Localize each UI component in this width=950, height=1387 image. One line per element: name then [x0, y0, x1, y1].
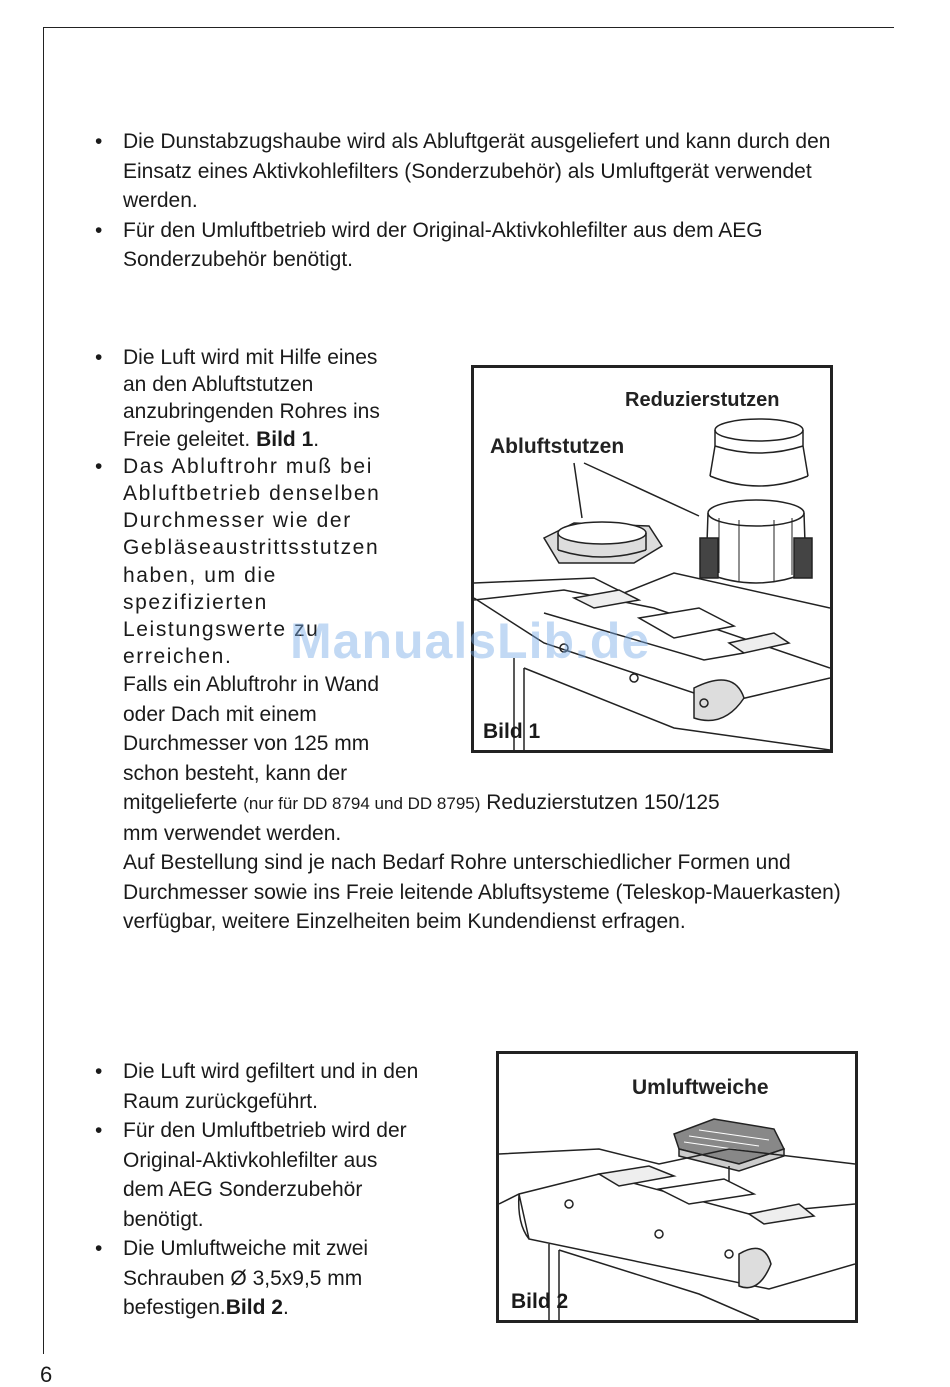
intro-section [95, 127, 863, 275]
bullet-icon: • [95, 1237, 103, 1260]
bullet-icon: • [95, 454, 103, 478]
figure-1 [471, 365, 833, 753]
umluft-item-1: • Die Luft wird gefiltert und in den Raum zurückgeführt. [123, 1057, 483, 1116]
umluft-item-2: • Für den Umluftbetrieb wird der Original-Aktivkohlefilter aus dem AEG Sonderzubehör benötigt. [123, 1116, 483, 1234]
abluft-item-1: • Die Luft wird mit Hilfe eines an den Abluftstutzen anzubringenden Rohres ins Freie geleitet. Bild 1. [95, 346, 380, 451]
page-frame-top [43, 27, 894, 28]
intro-item-2: • Für den Umluftbetrieb wird der Original-Aktivkohlefilter aus dem AEG Sonderzubehör benötigt. [123, 216, 863, 275]
figure-ref-bild2: Bild 2 [225, 1296, 283, 1319]
label-reducer: Reduzierstutzen [625, 389, 780, 411]
bullet-icon: • [95, 130, 103, 153]
bullet-icon: • [95, 218, 103, 242]
bullet-icon: • [95, 1060, 103, 1083]
figure-1-caption: Bild 1 [483, 720, 541, 743]
watermark: ManualsLib.de [290, 613, 651, 669]
abluft-paragraph-bottom: mitgelieferte (nur für DD 8794 und DD 8795) Reduzierstutzen 150/125 mm verwendet werden. Auf Bestellung sind je nach Bedarf Rohre unterschiedlicher Formen und Durchmesser sowie ins Freie leitende Abluftsysteme (Teleskop-Mauerkasten) verfügbar, weitere Einzelheiten beim Kundendienst erfragen. [123, 788, 883, 937]
figure-2 [496, 1051, 858, 1323]
bullet-icon: • [95, 1119, 103, 1142]
page-frame-left [43, 27, 44, 1354]
bullet-icon: • [95, 346, 103, 369]
figure-2-drawing [499, 1054, 855, 1320]
label-outlet: Abluftstutzen [490, 435, 625, 458]
model-note: (nur für DD 8794 und DD 8795) [243, 794, 481, 813]
page-number: 6 [40, 1362, 53, 1387]
figure-2-caption: Bild 2 [511, 1290, 569, 1313]
figure-1-drawing [474, 368, 830, 750]
umluft-bullets [95, 1057, 483, 1323]
order-paragraph: Auf Bestellung sind je nach Bedarf Rohre unterschiedlicher Formen und Durchmesser sowie ins Freie leitende Abluftsysteme (Teleskop-Mauerkasten) verfügbar, weitere Einzelheiten beim Kundendienst erfragen. [123, 851, 841, 933]
intro-item-1: • Die Dunstabzugshaube wird als Abluftgerät ausgeliefert und kann durch den Einsatz eines Aktivkohlefilters (Sonderzubehör) als Umluftgerät verwendet werden. [123, 127, 863, 216]
label-diverter: Umluftweiche [632, 1076, 769, 1099]
abluft-item-2: • Das Abluftrohr muß bei Abluftbetrieb denselben Durchmesser wie der Gebläseaustrittsstutzen haben, um die spezifizierten Leistungswerte zu erreichen. [95, 454, 381, 669]
umluft-item-3: • Die Umluftweiche mit zwei Schrauben Ø 3,5x9,5 mm befestigen.Bild 2. [123, 1234, 483, 1323]
abluft-paragraph-top: Falls ein Abluftrohr in Wand oder Dach mit einem Durchmesser von 125 mm schon besteht, kann der [123, 673, 380, 785]
figure-ref-bild1: Bild 1 [256, 427, 314, 451]
